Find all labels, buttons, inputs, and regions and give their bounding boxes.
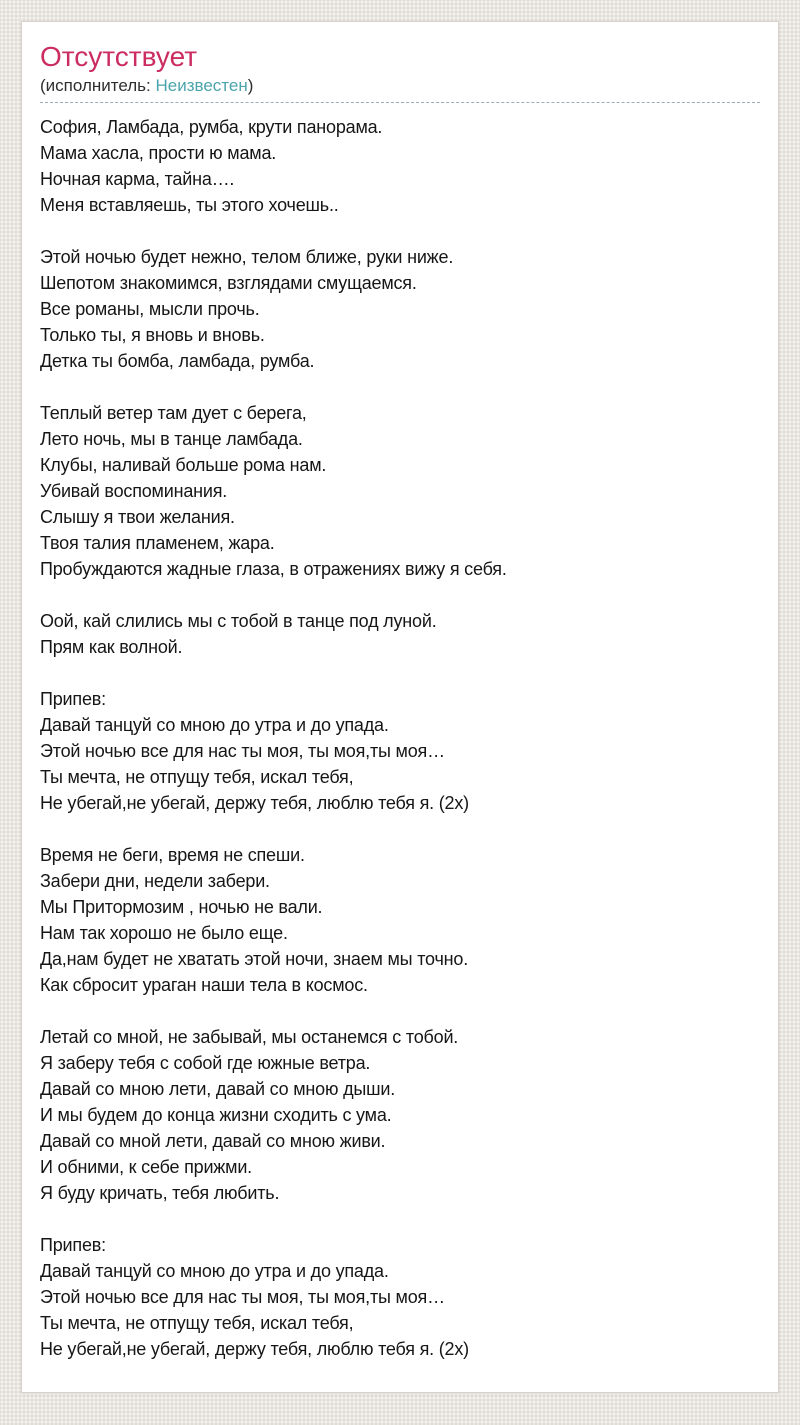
lyric-line: И обними, к себе прижми. [40, 1157, 252, 1177]
stanza [40, 842, 760, 998]
stanza [40, 686, 760, 816]
lyric-line: Давай со мной лети, давай со мною живи. [40, 1131, 386, 1151]
lyric-line: Припев: [40, 689, 106, 709]
lyric-line: Ты мечта, не отпущу тебя, искал тебя, [40, 1313, 354, 1333]
lyric-line: И мы будем до конца жизни сходить с ума. [40, 1105, 392, 1125]
stanza [40, 244, 760, 374]
lyric-line: Не убегай,не убегай, держу тебя, люблю тебя я. (2x) [40, 1339, 469, 1359]
lyric-line: Детка ты бомба, ламбада, румба. [40, 351, 315, 371]
lyric-line: Забери дни, недели забери. [40, 871, 270, 891]
lyric-line: Прям как волной. [40, 637, 183, 657]
lyric-line: Я буду кричать, тебя любить. [40, 1183, 280, 1203]
lyric-line: Ты мечта, не отпущу тебя, искал тебя, [40, 767, 354, 787]
stanza [40, 608, 760, 660]
lyric-line: Теплый ветер там дует с берега, [40, 403, 307, 423]
lyric-line: Нам так хорошо не было еще. [40, 923, 288, 943]
lyric-line: Не убегай,не убегай, держу тебя, люблю тебя я. (2x) [40, 793, 469, 813]
stanza [40, 1232, 760, 1362]
stanza [40, 1024, 760, 1206]
lyrics-card [21, 21, 779, 1393]
song-header [40, 41, 760, 103]
lyric-line: Клубы, наливай больше рома нам. [40, 455, 327, 475]
lyric-line: София, Ламбада, румба, крути панорама. [40, 117, 383, 137]
lyric-line: Шепотом знакомимся, взглядами смущаемся. [40, 273, 417, 293]
lyric-line: Только ты, я вновь и вновь. [40, 325, 265, 345]
lyric-line: Этой ночью все для нас ты моя, ты моя,ты моя… [40, 741, 445, 761]
stanza [40, 114, 760, 218]
lyric-line: Давай танцуй со мною до утра и до упада. [40, 1261, 389, 1281]
lyric-line: Мы Притормозим , ночью не вали. [40, 897, 323, 917]
lyric-line: Я заберу тебя с собой где южные ветра. [40, 1053, 371, 1073]
lyric-line: Да,нам будет не хватать этой ночи, знаем мы точно. [40, 949, 468, 969]
lyric-line: Оой, кай слились мы с тобой в танце под луной. [40, 611, 437, 631]
lyric-line: Время не беги, время не спеши. [40, 845, 305, 865]
artist-label: (исполнитель: [40, 76, 156, 95]
page-title: Отсутствует [40, 41, 198, 72]
lyric-line: Припев: [40, 1235, 106, 1255]
artist-link[interactable]: Неизвестен [155, 76, 248, 95]
stanza [40, 400, 760, 582]
lyric-line: Ночная карма, тайна…. [40, 169, 235, 189]
lyric-line: Лето ночь, мы в танце ламбада. [40, 429, 303, 449]
lyric-line: Твоя талия пламенем, жара. [40, 533, 275, 553]
lyric-line: Давай со мною лети, давай со мною дыши. [40, 1079, 396, 1099]
lyric-line: Давай танцуй со мною до утра и до упада. [40, 715, 389, 735]
artist-line [40, 75, 760, 97]
lyric-line: Мама хасла, прости ю мама. [40, 143, 277, 163]
lyric-line: Как сбросит ураган наши тела в космос. [40, 975, 368, 995]
lyric-line: Пробуждаются жадные глаза, в отражениях вижу я себя. [40, 559, 507, 579]
lyric-line: Слышу я твои желания. [40, 507, 235, 527]
lyric-line: Меня вставляешь, ты этого хочешь.. [40, 195, 339, 215]
lyric-line: Летай со мной, не забывай, мы останемся с тобой. [40, 1027, 459, 1047]
lyrics-text [40, 114, 760, 1362]
lyric-line: Этой ночью все для нас ты моя, ты моя,ты моя… [40, 1287, 445, 1307]
lyric-line: Этой ночью будет нежно, телом ближе, руки ниже. [40, 247, 454, 267]
artist-close-paren: ) [247, 76, 254, 95]
lyric-line: Все романы, мысли прочь. [40, 299, 260, 319]
lyric-line: Убивай воспоминания. [40, 481, 228, 501]
